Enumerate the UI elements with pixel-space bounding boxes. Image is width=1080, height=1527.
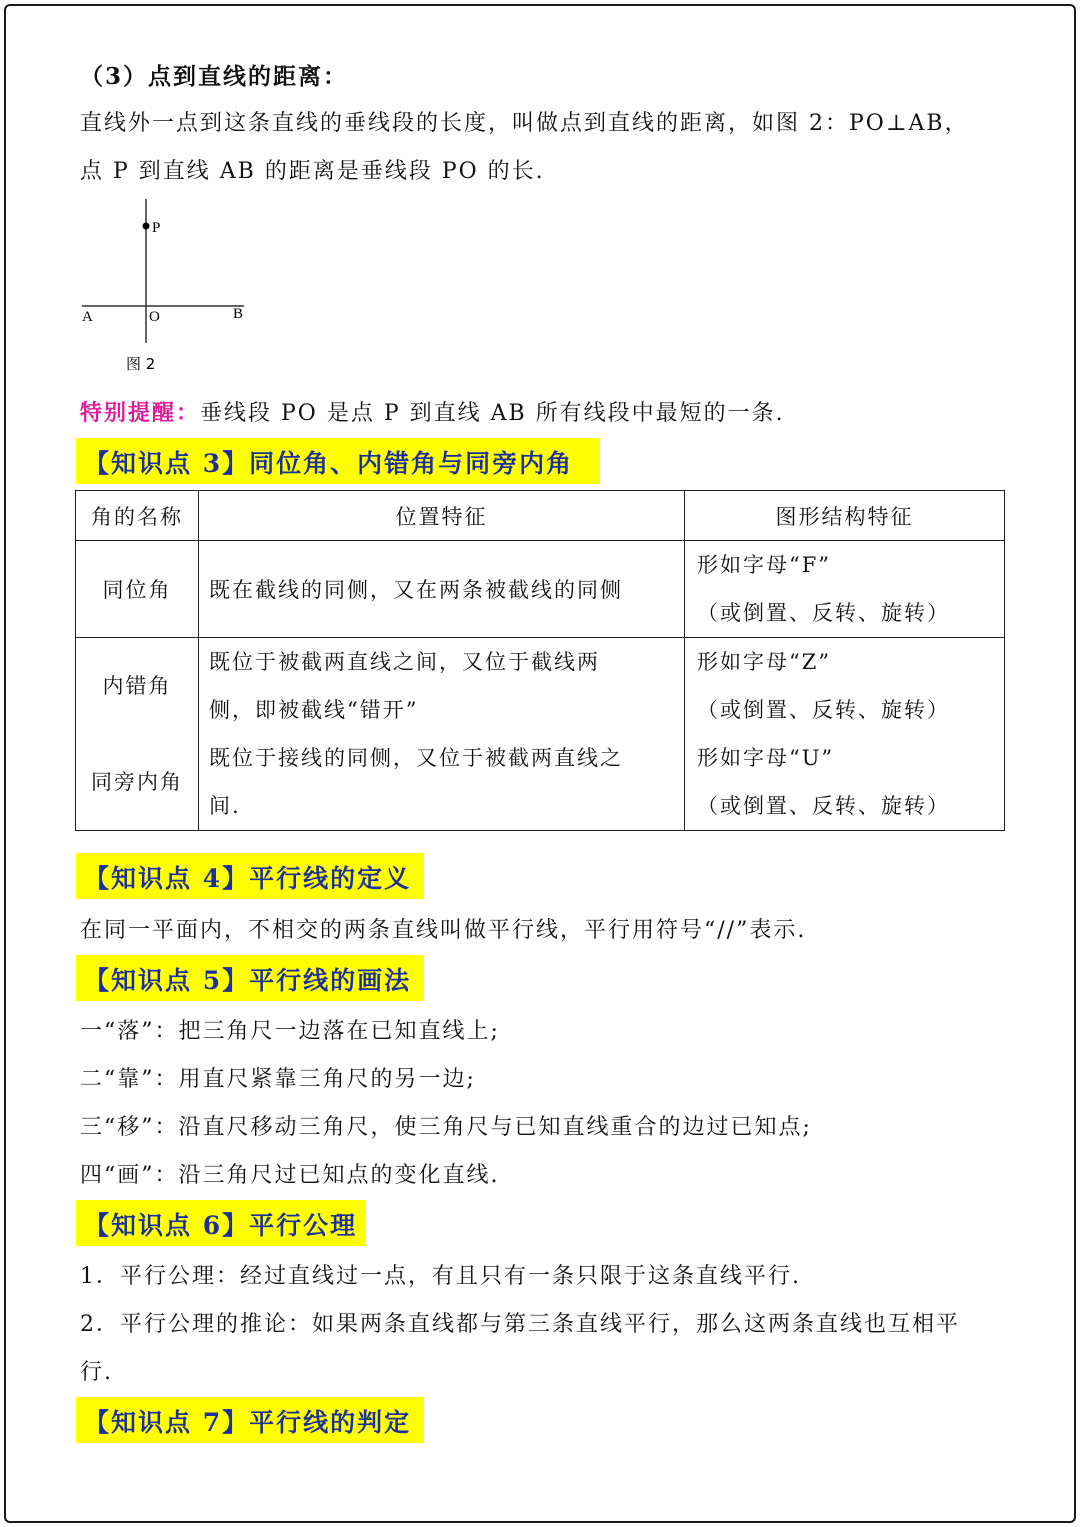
cell-line: 形如字母“Z” — [697, 650, 832, 674]
list-item: 一“落”：把三角尺一边落在已知直线上; — [80, 1019, 500, 1044]
list-item: 二“靠”：用直尺紧靠三角尺的另一边; — [80, 1067, 476, 1092]
cell-line: 形如字母“U” — [697, 746, 835, 770]
table-header-row — [76, 491, 1005, 541]
cell-line: 既位于被截两直线之间，又位于截线两 — [209, 650, 600, 674]
table-header: 位置特征 — [199, 491, 685, 541]
table-row — [76, 541, 1005, 638]
table-cell — [76, 638, 199, 831]
table-cell — [685, 638, 1005, 831]
heading-kp7: 【知识点 7】平行线的判定 — [76, 1397, 424, 1443]
figure-perpendicular — [78, 195, 268, 375]
table-cell: 同位角 — [76, 541, 199, 638]
cell-line: 既位于接线的同侧，又位于被截两直线之 — [209, 746, 623, 770]
label-b: B — [233, 306, 244, 322]
heading-kp3: 【知识点 3】同位角、内错角与同旁内角 — [76, 438, 600, 484]
cell-line: 同旁内角 — [91, 770, 183, 794]
label-o: O — [149, 309, 160, 325]
cell-line: 内错角 — [102, 674, 172, 698]
point-p — [143, 223, 150, 230]
paragraph-line: 直线外一点到这条直线的垂线段的长度，叫做点到直线的距离，如图 2：PO⊥AB， — [80, 111, 969, 136]
list-item: 行. — [80, 1360, 113, 1385]
heading-kp6: 【知识点 6】平行公理 — [76, 1200, 366, 1246]
heading-kp5: 【知识点 5】平行线的画法 — [76, 955, 424, 1001]
cell-line: （或倒置、反转、旋转） — [697, 601, 950, 625]
table-cell: 既在截线的同侧，又在两条被截线的同侧 — [199, 541, 685, 638]
cell-line: 间. — [209, 794, 241, 818]
section-title: （3）点到直线的距离： — [80, 63, 349, 90]
table-header: 图形结构特征 — [685, 491, 1005, 541]
cell-line: 侧，即被截线“错开” — [209, 698, 419, 722]
paragraph-line: 在同一平面内，不相交的两条直线叫做平行线，平行用符号“//”表示. — [80, 918, 807, 943]
cell-line: 形如字母“F” — [697, 553, 832, 577]
label-p: P — [152, 220, 161, 236]
list-item: 三“移”：沿直尺移动三角尺，使三角尺与已知直线重合的边过已知点; — [80, 1115, 812, 1140]
angle-table — [75, 490, 1005, 831]
list-item: 2．平行公理的推论：如果两条直线都与第三条直线平行，那么这两条直线也互相平 — [80, 1312, 960, 1337]
table-cell — [199, 638, 685, 831]
reminder-label: 特别提醒： — [80, 400, 201, 426]
table-header: 角的名称 — [76, 491, 199, 541]
list-item: 四“画”：沿三角尺过已知点的变化直线. — [80, 1163, 500, 1188]
paragraph-line: 点 P 到直线 AB 的距离是垂线段 PO 的长. — [80, 159, 545, 184]
cell-line: （或倒置、反转、旋转） — [697, 698, 950, 722]
table-cell — [685, 541, 1005, 638]
figure-caption: 图 2 — [126, 355, 156, 373]
reminder — [80, 396, 785, 427]
heading-kp4: 【知识点 4】平行线的定义 — [76, 853, 424, 899]
list-item: 1．平行公理：经过直线过一点，有且只有一条只限于这条直线平行. — [80, 1264, 801, 1289]
table-row — [76, 638, 1005, 831]
label-a: A — [82, 309, 93, 325]
cell-line: （或倒置、反转、旋转） — [697, 794, 950, 818]
reminder-text: 垂线段 PO 是点 P 到直线 AB 所有线段中最短的一条. — [200, 401, 785, 426]
